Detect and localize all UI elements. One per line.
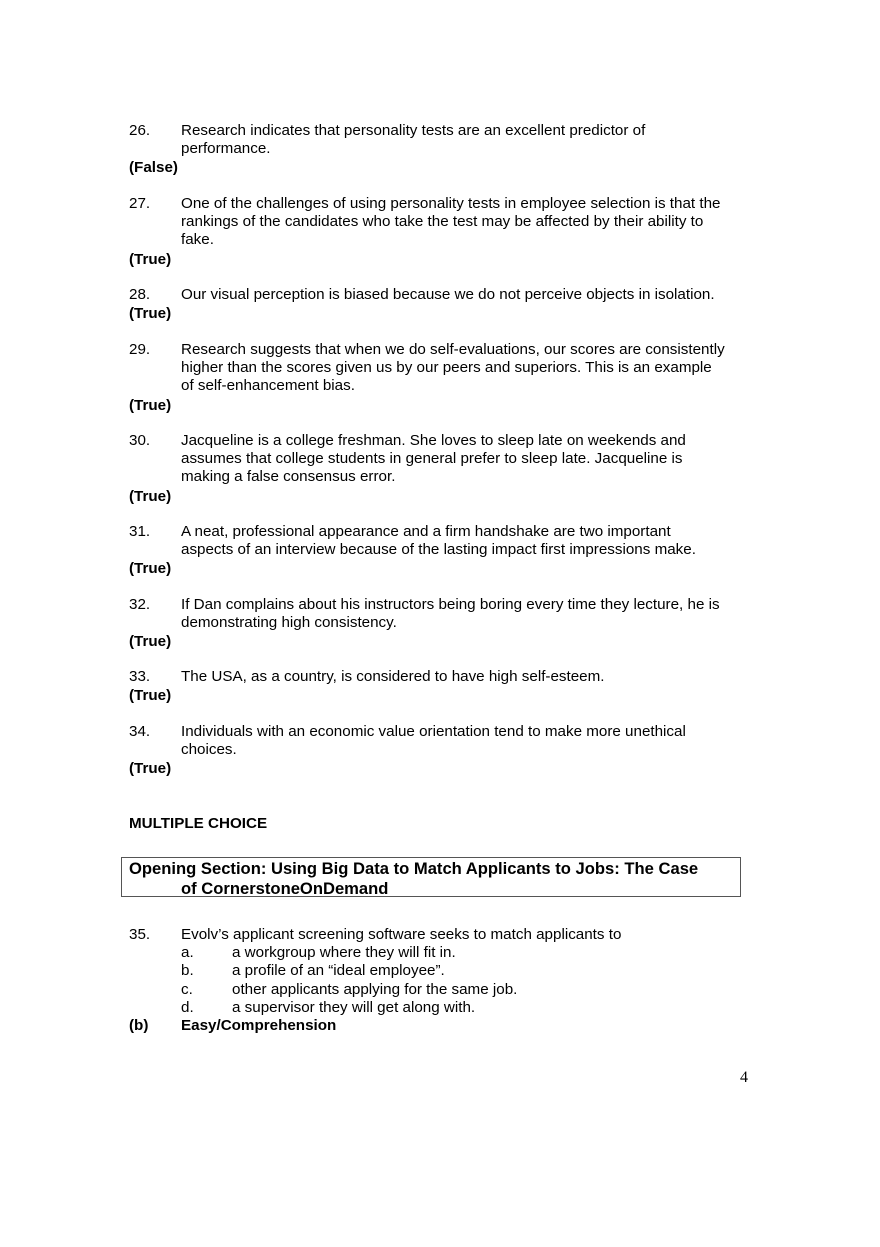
- option-text: a profile of an “ideal employee”.: [232, 962, 445, 980]
- question-number: 26.: [129, 122, 151, 139]
- answer-label: (False): [129, 159, 178, 177]
- option-letter: d.: [181, 998, 194, 1016]
- option-letter: a.: [181, 944, 194, 962]
- answer-label: (True): [129, 560, 172, 578]
- question-number: 29.: [129, 341, 151, 358]
- question-text-line: of self-enhancement bias.: [181, 377, 355, 395]
- question-text-line: The USA, as a country, is considered to have high self-esteem.: [181, 668, 605, 685]
- question-32: [129, 596, 759, 652]
- option-c: [129, 981, 759, 999]
- question-33: [129, 668, 759, 705]
- option-letter: c.: [181, 980, 193, 998]
- answer-key: (b): [129, 1016, 149, 1034]
- box-title-line: Opening Section: Using Big Data to Match Applicants to Jobs: The Case: [129, 859, 699, 878]
- question-26: [129, 122, 759, 178]
- option-letter: b.: [181, 962, 194, 980]
- question-number: 34.: [129, 723, 151, 740]
- question-number: 28.: [129, 286, 151, 303]
- answer-label: (True): [129, 633, 172, 651]
- question-text-line: choices.: [181, 741, 237, 759]
- answer-label: (True): [129, 760, 172, 778]
- option-text: a supervisor they will get along with.: [232, 998, 476, 1016]
- answer-label: (True): [129, 305, 172, 323]
- question-number: 31.: [129, 523, 151, 540]
- question-text-line: higher than the scores given us by our peers and superiors. This is an example: [181, 359, 712, 377]
- question-27: [129, 195, 759, 269]
- page-number: 4: [740, 1069, 748, 1086]
- question-text-line: Jacqueline is a college freshman. She loves to sleep late on weekends and: [181, 432, 686, 449]
- option-b: [129, 962, 759, 980]
- question-number: 32.: [129, 596, 151, 613]
- question-31: [129, 523, 759, 579]
- answer-label: (True): [129, 487, 172, 505]
- question-text-line: Research suggests that when we do self-evaluations, our scores are consistently: [181, 341, 725, 358]
- question-number: 33.: [129, 668, 151, 685]
- option-text: a workgroup where they will fit in.: [232, 944, 456, 962]
- answer-level: Easy/Comprehension: [181, 1016, 337, 1034]
- question-text-line: fake.: [181, 231, 214, 249]
- question-30: [129, 432, 759, 506]
- question-35: [129, 926, 759, 1035]
- question-text-line: aspects of an interview because of the lasting impact first impressions make.: [181, 541, 696, 559]
- question-text-line: assumes that college students in general prefer to sleep late. Jacqueline is: [181, 450, 683, 468]
- option-a: [129, 944, 759, 962]
- question-number: 27.: [129, 195, 151, 212]
- question-text-line: One of the challenges of using personality tests in employee selection is that the: [181, 195, 721, 212]
- answer-label: (True): [129, 396, 172, 414]
- option-text: other applicants applying for the same job.: [232, 980, 518, 998]
- answer-row: [129, 1017, 759, 1035]
- answer-label: (True): [129, 250, 172, 268]
- box-title-line: of CornerstoneOnDemand: [181, 879, 389, 898]
- question-number: 30.: [129, 432, 151, 449]
- question-text-line: making a false consensus error.: [181, 468, 396, 486]
- question-stem: Evolv’s applicant screening software seeks to match applicants to: [181, 926, 622, 943]
- section-heading: MULTIPLE CHOICE: [129, 815, 268, 832]
- question-28: [129, 286, 759, 323]
- question-text-line: Research indicates that personality tests are an excellent predictor of: [181, 122, 646, 139]
- answer-label: (True): [129, 687, 172, 705]
- question-text-line: performance.: [181, 140, 271, 158]
- question-text-line: Individuals with an economic value orientation tend to make more unethical: [181, 723, 686, 740]
- question-number: 35.: [129, 926, 151, 943]
- option-d: [129, 999, 759, 1017]
- question-29: [129, 341, 759, 415]
- question-text-line: If Dan complains about his instructors being boring every time they lecture, he is: [181, 596, 720, 613]
- question-34: [129, 723, 759, 779]
- question-text-line: demonstrating high consistency.: [181, 614, 397, 632]
- question-text-line: A neat, professional appearance and a firm handshake are two important: [181, 523, 671, 540]
- opening-section-box: [121, 857, 741, 897]
- question-text-line: Our visual perception is biased because we do not perceive objects in isolation.: [181, 286, 715, 303]
- question-text-line: rankings of the candidates who take the test may be affected by their ability to: [181, 213, 704, 231]
